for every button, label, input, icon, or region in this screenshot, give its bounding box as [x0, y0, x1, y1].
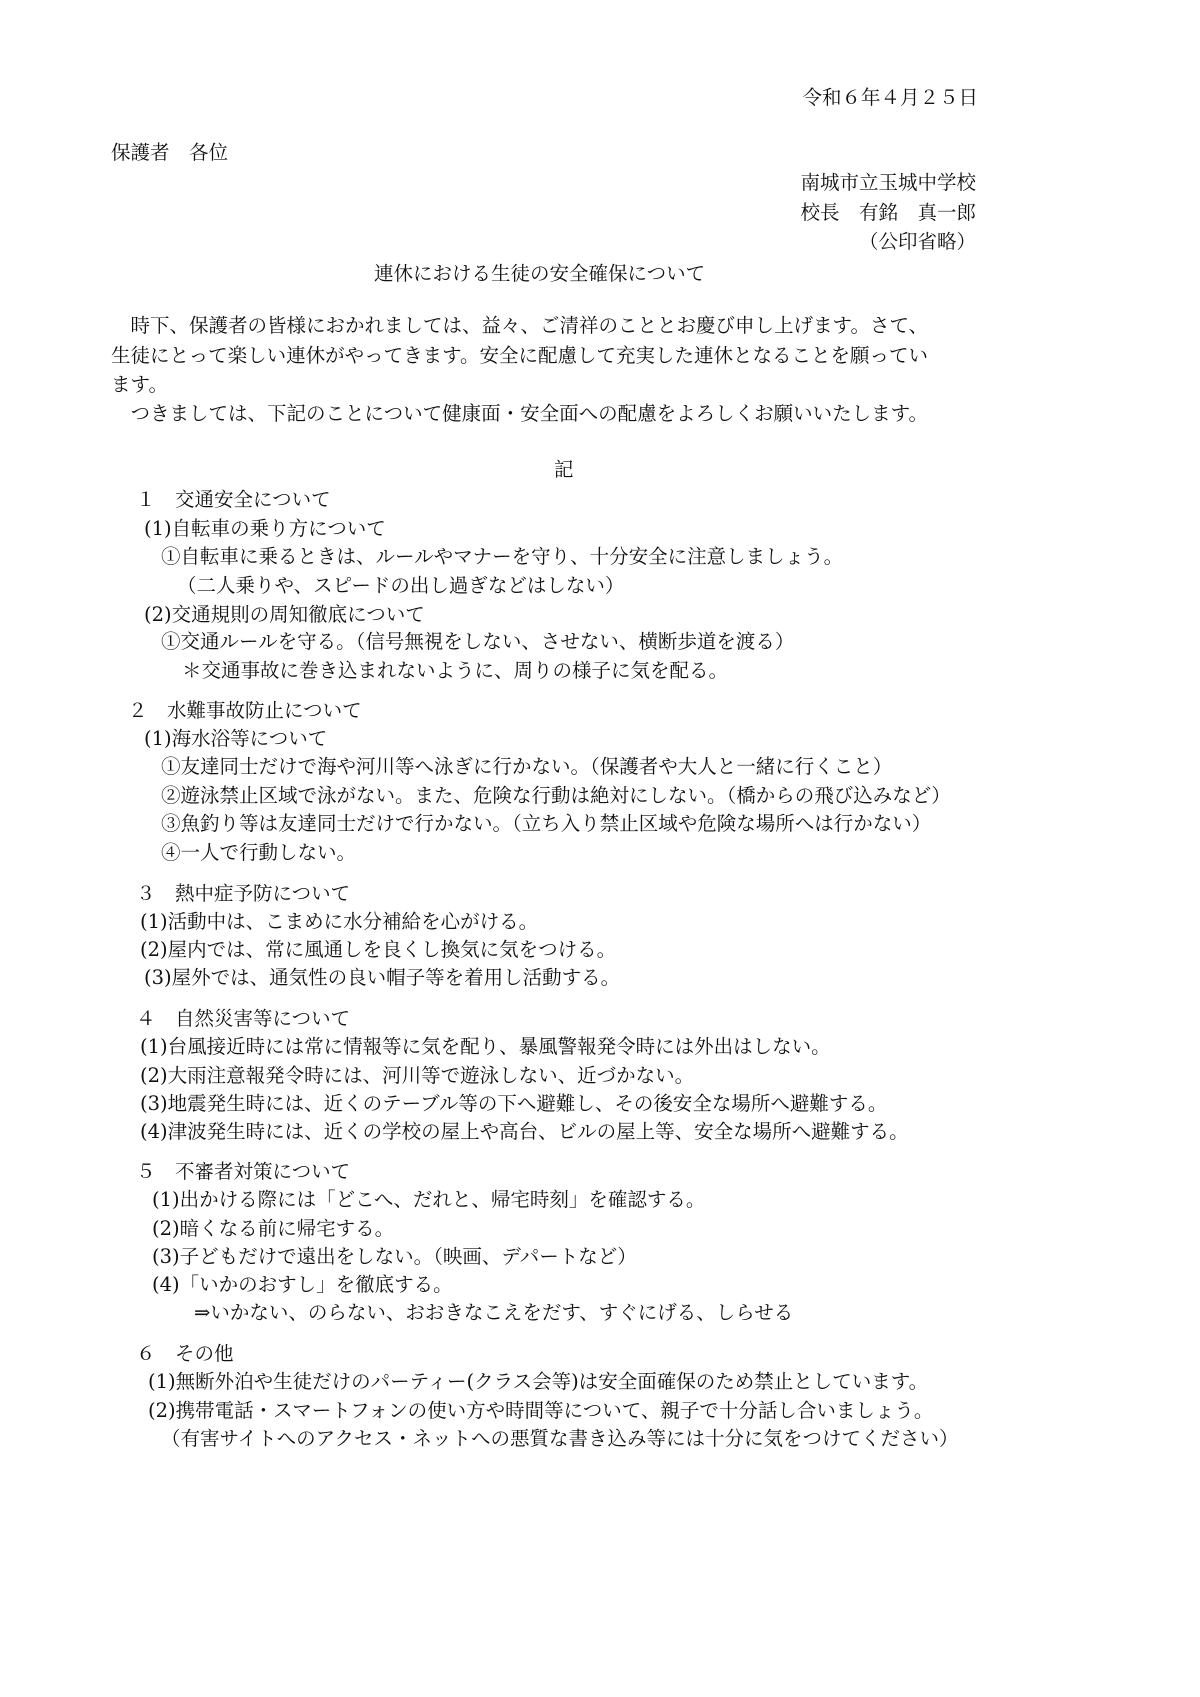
ki-heading: 記 [554, 458, 574, 481]
section-1-item: (1)自転車の乗り方について [144, 517, 386, 540]
section-6-item: (2)携帯電話・スマートフォンの使い方や時間等について、親子で十分話し合いましょう。 [148, 1399, 934, 1422]
section-2-item: ②遊泳禁止区域で泳がない。また、危険な行動は絶対にしない。（橋からの飛び込みなど） [161, 784, 951, 807]
section-2-item: ①友達同士だけで海や河川等へ泳ぎに行かない。（保護者や大人と一緒に行くこと） [161, 755, 893, 778]
section-3-item: (3)屋外では、通気性の良い帽子等を着用し活動する。 [144, 966, 621, 989]
section-5-item: (4)「いかのおすし」を徹底する。 [152, 1273, 453, 1296]
section-1-item: ①交通ルールを守る。（信号無視をしない、させない、横断歩道を渡る） [161, 630, 795, 653]
section-5-heading: ５ 不審者対策について [136, 1160, 351, 1183]
section-3-item: (1)活動中は、こまめに水分補給を心がける。 [140, 910, 539, 933]
document-title: 連休における生徒の安全確保について [374, 262, 706, 285]
section-5-item: (1)出かける際には「どこへ、だれと、帰宅時刻」を確認する。 [152, 1188, 706, 1211]
section-2-heading: ２ 水難事故防止について [128, 699, 362, 722]
section-2-item: ③魚釣り等は友達同士だけで行かない。（立ち入り禁止区域や危険な場所へは行かない） [161, 812, 932, 835]
section-6-item: （有害サイトへのアクセス・ネットへの悪質な書き込み等には十分に気をつけてください） [161, 1427, 959, 1450]
intro-line-4: つきましては、下記のことについて健康面・安全面への配慮をよろしくお願いいたします。 [111, 402, 929, 425]
section-1-item: ①自転車に乗るときは、ルールやマナーを守り、十分安全に注意しましょう。 [161, 545, 844, 568]
section-1-item: （二人乗りや、スピードの出し過ぎなどはしない） [177, 574, 625, 597]
section-3-item: (2)屋内では、常に風通しを良くし換気に気をつける。 [140, 938, 617, 961]
section-4-item: (2)大雨注意報発令時には、河川等で遊泳しない、近づかない。 [140, 1064, 695, 1087]
section-1-item: ＊交通事故に巻き込まれないように、周りの様子に気を配る。 [182, 659, 729, 682]
intro-line-3: ます。 [111, 373, 168, 396]
seal-note: （公印省略） [858, 230, 976, 253]
section-4-item: (4)津波発生時には、近くの学校の屋上や高台、ビルの屋上等、安全な場所へ避難する。 [140, 1120, 909, 1143]
section-4-heading: ４ 自然災害等について [136, 1007, 351, 1030]
section-5-item: (3)子どもだけで遠出をしない。（映画、デパートなど） [152, 1245, 637, 1268]
sender-school: 南城市立玉城中学校 [800, 171, 976, 194]
section-5-item: (2)暗くなる前に帰宅する。 [152, 1217, 395, 1240]
sender-principal: 校長 有銘 真一郎 [800, 201, 976, 224]
section-5-item: ⇒いかない、のらない、おおきなこえをだす、すぐにげる、しらせる [194, 1301, 794, 1324]
document-date: 令和６年４月２５日 [802, 86, 978, 109]
section-2-item: (1)海水浴等について [144, 727, 328, 750]
intro-line-2: 生徒にとって楽しい連休がやってきます。安全に配慮して充実した連休となることを願ってい [111, 344, 929, 367]
section-2-item: ④一人で行動しない。 [161, 841, 357, 864]
section-1-item: (2)交通規則の周知徹底について [144, 603, 425, 626]
section-1-heading: １ 交通安全について [136, 488, 331, 511]
recipient: 保護者 各位 [111, 141, 229, 164]
intro-line-1: 時下、保護者の皆様におかれましては、益々、ご清祥のこととお慶び申し上げます。さて、 [111, 314, 929, 337]
section-6-heading: ６ その他 [136, 1342, 234, 1365]
section-6-item: (1)無断外泊や生徒だけのパーティー(クラス会等)は安全面確保のため禁止としています。 [148, 1370, 929, 1393]
section-4-item: (3)地震発生時には、近くのテーブル等の下へ避難し、その後安全な場所へ避難する。 [140, 1092, 888, 1115]
section-4-item: (1)台風接近時には常に情報等に気を配り、暴風警報発令時には外出はしない。 [140, 1035, 831, 1058]
section-3-heading: ３ 熱中症予防について [136, 882, 351, 905]
